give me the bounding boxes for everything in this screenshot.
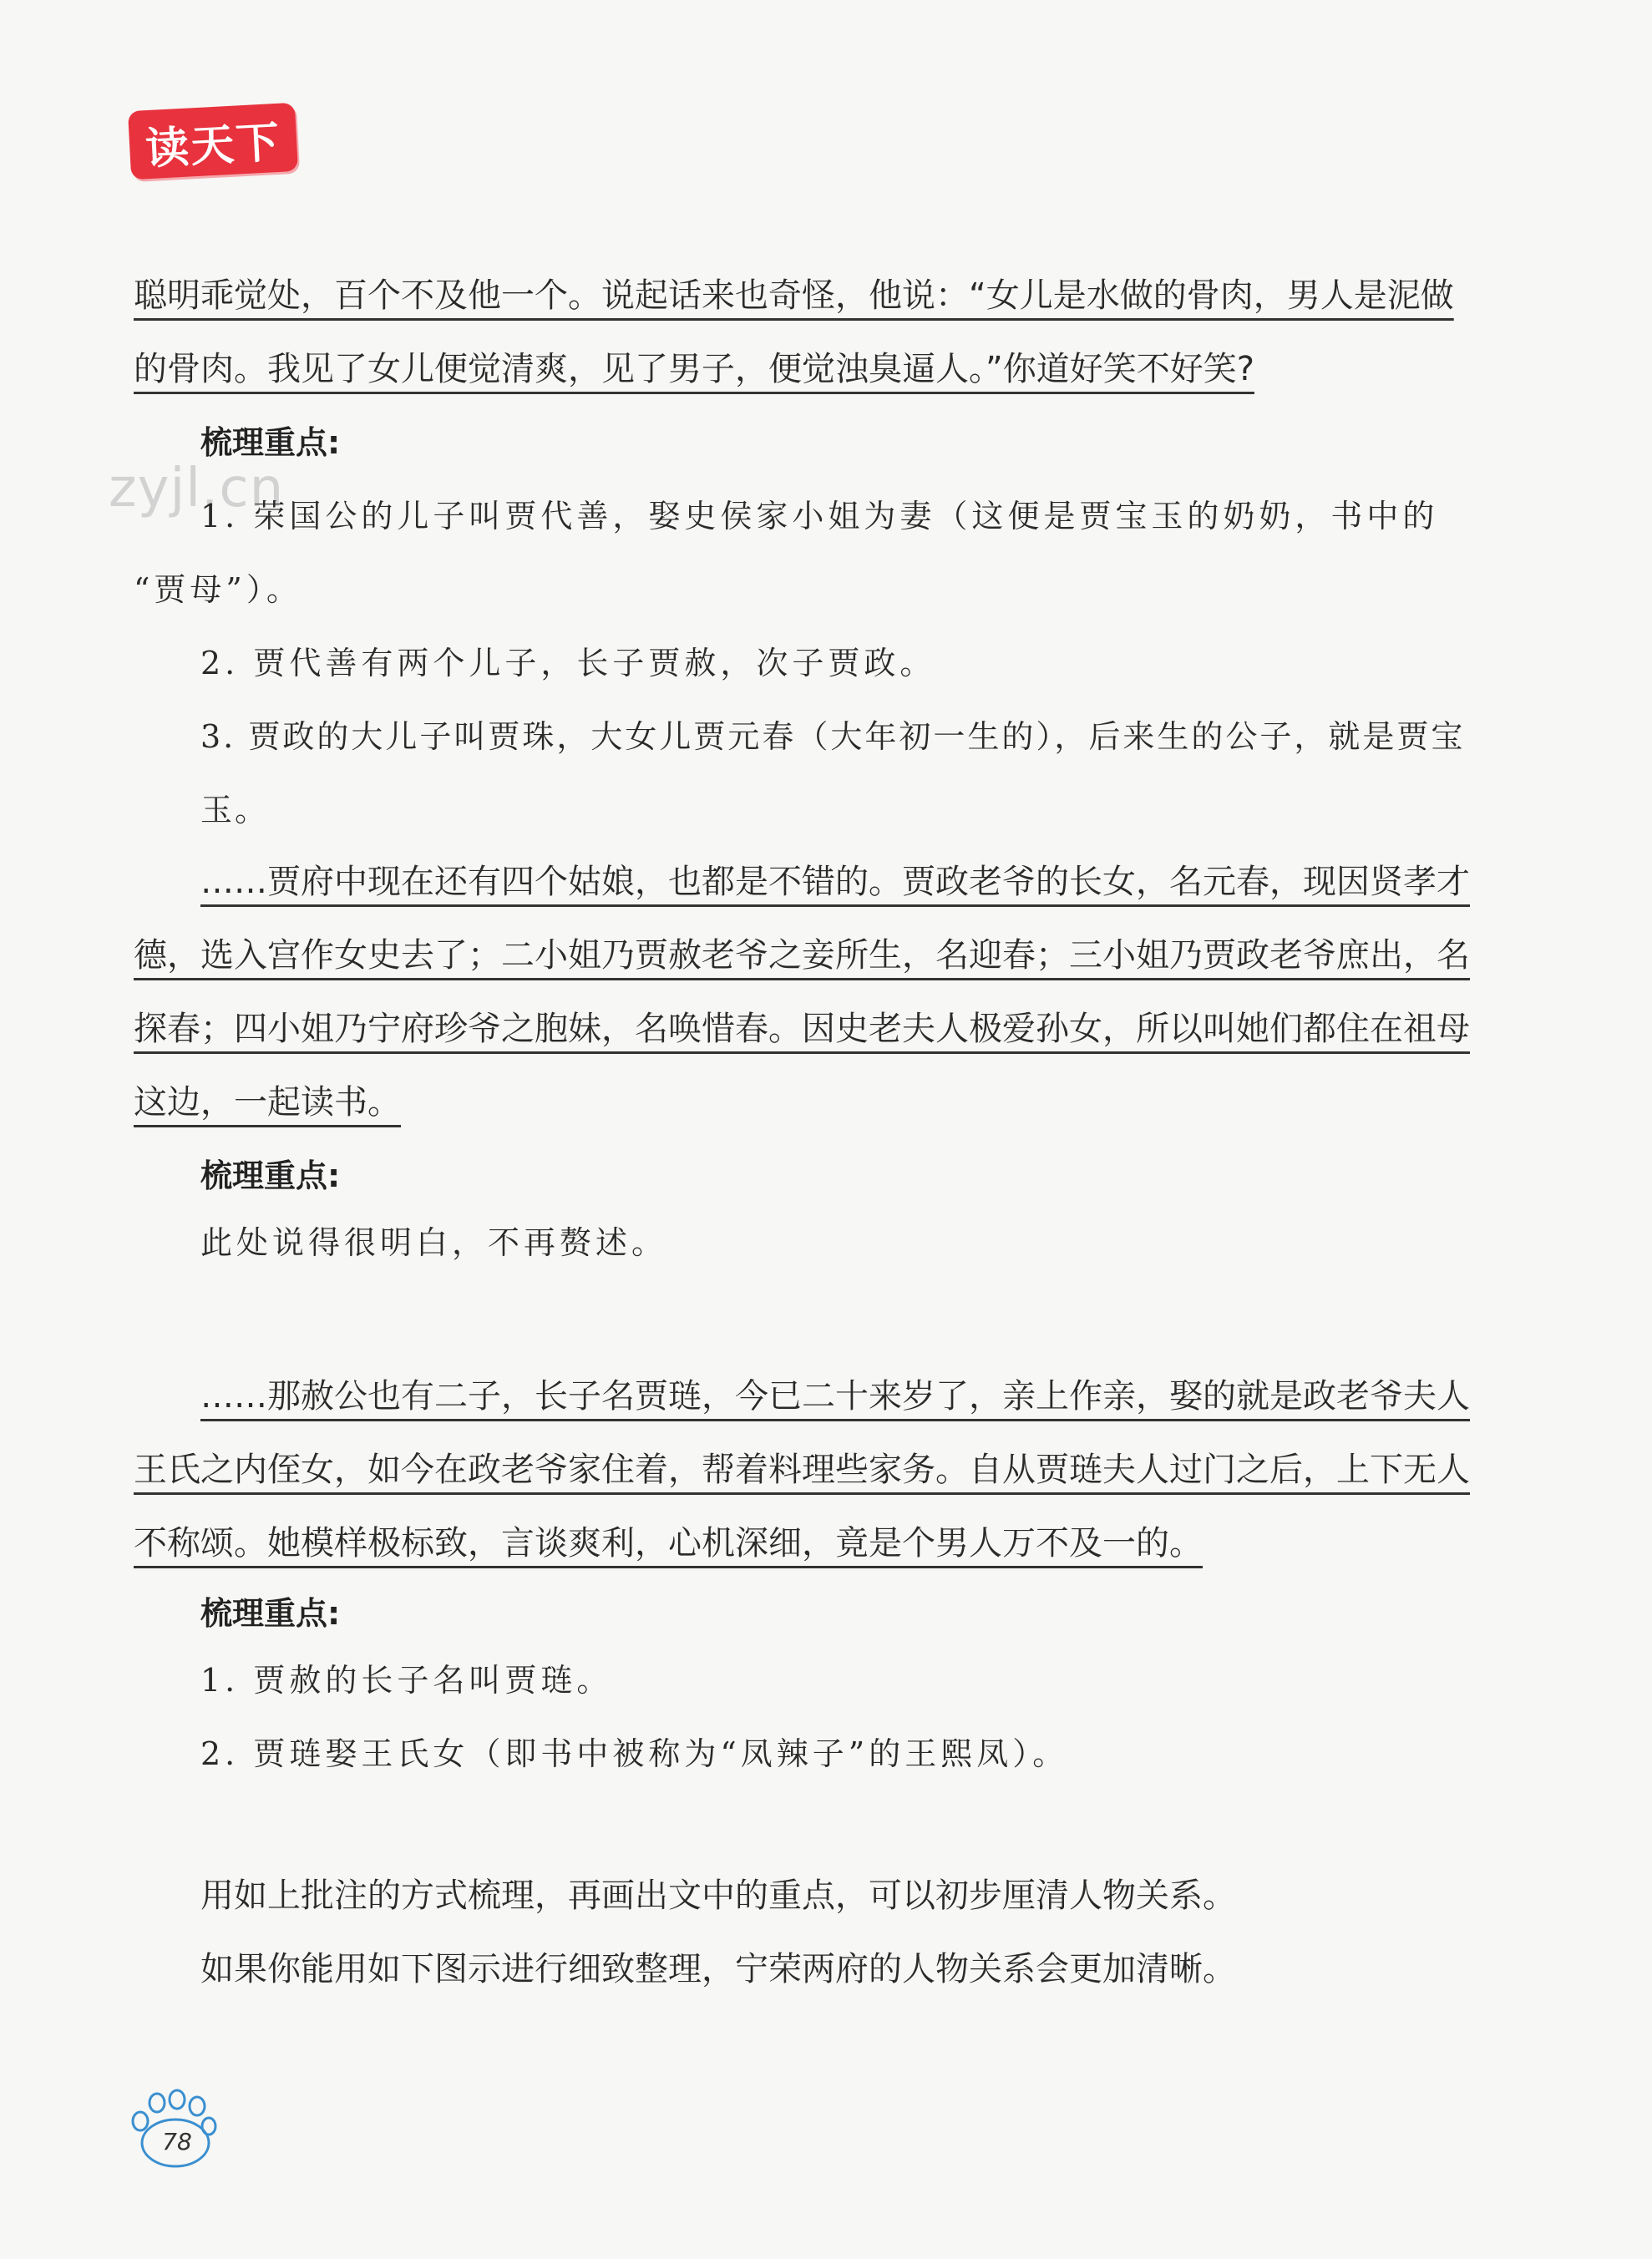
note-1-2: 2. 贾代善有两个儿子，长子贾赦，次子贾政。 bbox=[200, 645, 936, 681]
excerpt-1 bbox=[134, 259, 1523, 406]
section-badge bbox=[128, 103, 298, 180]
watermark: zyjl.cn bbox=[109, 458, 285, 519]
excerpt-3-line-2: 王氏之内侄女，如今在政老爷家住着，帮着料理些家务。自从贾琏夫人过门之后，上下无人 bbox=[134, 1451, 1470, 1489]
excerpt-3 bbox=[134, 1360, 1523, 1580]
excerpt-2-line-1: ……贾府中现在还有四个姑娘，也都是不错的。贾政老爷的长女，名元春，现因贤孝才 bbox=[200, 863, 1470, 901]
excerpt-2-line-4: 这边，一起读书。 bbox=[134, 1083, 401, 1122]
heading-3: 梳理重点: bbox=[200, 1595, 341, 1632]
closing-line-2: 如果你能用如下图示进行细致整理，宁荣两府的人物关系会更加清晰。 bbox=[200, 1950, 1236, 1988]
note-2: 此处说得很明白，不再赘述。 bbox=[200, 1224, 668, 1261]
excerpt-3-line-3: 不称颂。她模样极标致，言谈爽利，心机深细，竟是个男人万不及一的。 bbox=[134, 1524, 1203, 1563]
excerpt-3-line-1: ……那赦公也有二子，长子名贾琏，今已二十来岁了，亲上作亲，娶的就是政老爷夫人 bbox=[200, 1377, 1470, 1416]
note-1-1-cont: “贾母”）。 bbox=[134, 571, 302, 608]
note-1-1: 1. 荣国公的儿子叫贾代善，娶史侯家小姐为妻（这便是贾宝玉的奶奶，书中的 bbox=[200, 498, 1439, 534]
excerpt-1-line-2: 的骨肉。我见了女儿便觉清爽，见了男子，便觉浊臭逼人。”你道好笑不好笑? bbox=[134, 350, 1254, 388]
excerpt-2-line-2: 德，选入宫作女史去了；二小姐乃贾赦老爷之妾所生，名迎春；三小姐乃贾政老爷庶出，名 bbox=[134, 936, 1470, 975]
badge-label: 读天下 bbox=[144, 117, 282, 175]
excerpt-2-line-3: 探春；四小姐乃宁府珍爷之胞妹，名唤惜春。因史老夫人极爱孙女，所以叫她们都住在祖母 bbox=[134, 1010, 1470, 1048]
page-number: 78 bbox=[162, 2128, 192, 2155]
excerpt-2 bbox=[134, 845, 1523, 1139]
excerpt-1-line-1: 聪明乖觉处，百个不及他一个。说起话来也奇怪，他说：“女儿是水做的骨肉，男人是泥做 bbox=[134, 276, 1454, 315]
heading-1: 梳理重点: bbox=[200, 424, 341, 461]
heading-2: 梳理重点: bbox=[200, 1157, 341, 1194]
note-1-3: 3. 贾政的大儿子叫贾珠，大女儿贾元春（大年初一生的），后来生的公子，就是贾宝玉。 bbox=[200, 718, 1466, 828]
note-3-2: 2. 贾琏娶王氏女（即书中被称为“凤辣子”的王熙凤）。 bbox=[200, 1735, 1069, 1772]
note-3-1: 1. 贾赦的长子名叫贾琏。 bbox=[200, 1662, 613, 1699]
closing-line-1: 用如上批注的方式梳理，再画出文中的重点，可以初步厘清人物关系。 bbox=[200, 1877, 1236, 1915]
